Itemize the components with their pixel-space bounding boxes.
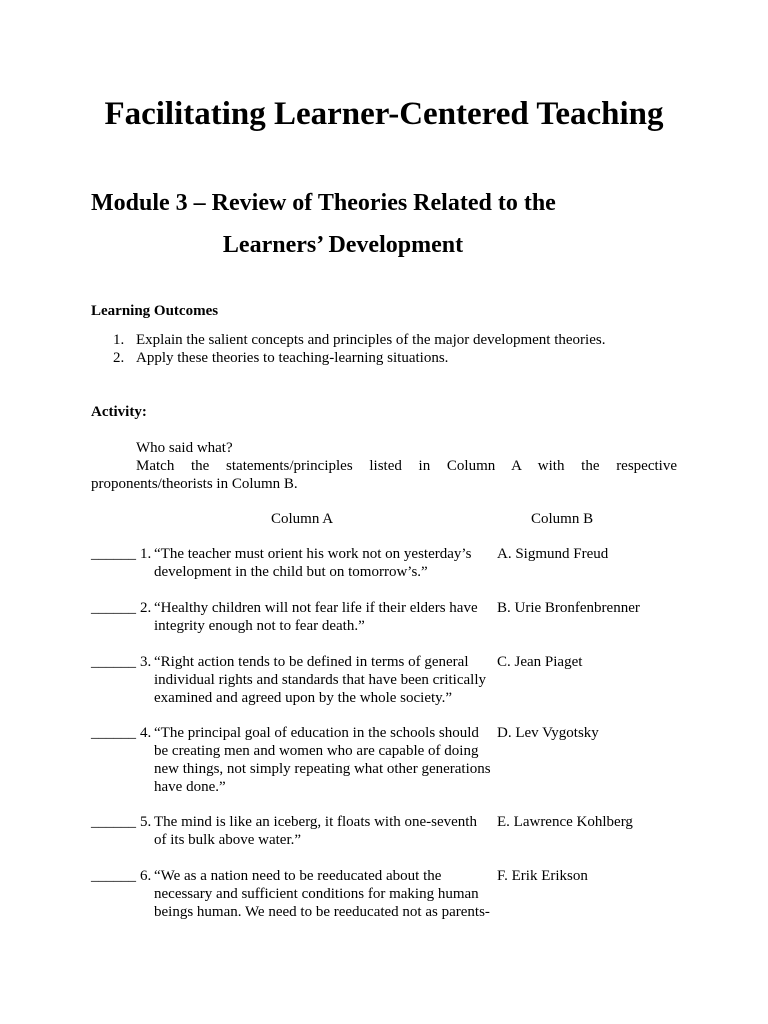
- outcome-text: Apply these theories to teaching-learning situations.: [136, 350, 449, 366]
- statement-line: beings human. We need to be reeducated not as parents-: [154, 904, 490, 920]
- item-number: 2.: [140, 600, 152, 616]
- item-number: 5.: [140, 814, 152, 830]
- item-statement: [154, 724, 496, 796]
- activity-instruction-line: Match the statements/principles listed in Column A with the respective: [136, 458, 677, 474]
- statement-line: individual rights and standards that have been critically: [154, 672, 486, 688]
- statement-line: examined and agreed upon by the whole society.”: [154, 690, 453, 706]
- answer-blank[interactable]: ______: [91, 725, 136, 741]
- statement-line: of its bulk above water.”: [154, 832, 302, 848]
- column-b-option: D. Lev Vygotsky: [497, 725, 599, 741]
- column-b-option: F. Erik Erikson: [497, 868, 588, 884]
- answer-blank[interactable]: ______: [91, 654, 136, 670]
- column-a-header: Column A: [271, 511, 334, 527]
- answer-blank[interactable]: ______: [91, 814, 136, 830]
- document-title: Facilitating Learner-Centered Teaching: [104, 96, 664, 132]
- item-number: 6.: [140, 868, 152, 884]
- statement-line: “The principal goal of education in the schools should: [154, 725, 479, 741]
- statement-line: “Healthy children will not fear life if their elders have: [154, 600, 478, 616]
- outcome-number: 1.: [113, 332, 125, 348]
- outcome-item: [91, 349, 605, 367]
- statement-line: “The teacher must orient his work not on yesterday’s: [154, 546, 472, 562]
- statement-line: “We as a nation need to be reeducated about the: [154, 868, 442, 884]
- activity-prompt: Who said what?: [136, 440, 233, 456]
- module-heading-line-2: Learners’ Development: [222, 232, 464, 258]
- statement-line: necessary and sufficient conditions for making human: [154, 886, 479, 902]
- answer-blank[interactable]: ______: [91, 600, 136, 616]
- statement-line: “Right action tends to be defined in terms of general: [154, 654, 469, 670]
- statement-line: have done.”: [154, 779, 226, 795]
- column-b-option: A. Sigmund Freud: [497, 546, 609, 562]
- item-number: 1.: [140, 546, 152, 562]
- activity-heading: Activity:: [91, 404, 147, 420]
- learning-outcomes-heading: Learning Outcomes: [91, 303, 219, 319]
- answer-blank[interactable]: ______: [91, 868, 136, 884]
- statement-line: new things, not simply repeating what other generations: [154, 761, 491, 777]
- item-statement: [154, 545, 496, 581]
- statement-line: integrity enough not to fear death.”: [154, 618, 365, 634]
- activity-instructions: [91, 439, 677, 493]
- item-number: 4.: [140, 725, 152, 741]
- column-b-option: E. Lawrence Kohlberg: [497, 814, 633, 830]
- outcome-number: 2.: [113, 350, 125, 366]
- activity-instruction-tail: proponents/theorists in Column B.: [91, 476, 298, 492]
- item-statement: [154, 867, 496, 921]
- statement-line: The mind is like an iceberg, it floats with one-seventh: [154, 814, 477, 830]
- column-b-option: C. Jean Piaget: [497, 654, 583, 670]
- item-statement: [154, 813, 496, 849]
- column-b-header: Column B: [531, 511, 594, 527]
- module-heading-line-1: Module 3 – Review of Theories Related to the: [91, 190, 556, 216]
- outcome-item: [91, 331, 605, 349]
- column-b-option: B. Urie Bronfenbrenner: [497, 600, 640, 616]
- item-number: 3.: [140, 654, 152, 670]
- answer-blank[interactable]: ______: [91, 546, 136, 562]
- learning-outcomes-list: [91, 331, 605, 367]
- item-statement: [154, 599, 496, 635]
- item-statement: [154, 653, 496, 707]
- statement-line: be creating men and women who are capable of doing: [154, 743, 479, 759]
- outcome-text: Explain the salient concepts and principles of the major development theories.: [136, 332, 606, 348]
- statement-line: development in the child but on tomorrow’s.”: [154, 564, 428, 580]
